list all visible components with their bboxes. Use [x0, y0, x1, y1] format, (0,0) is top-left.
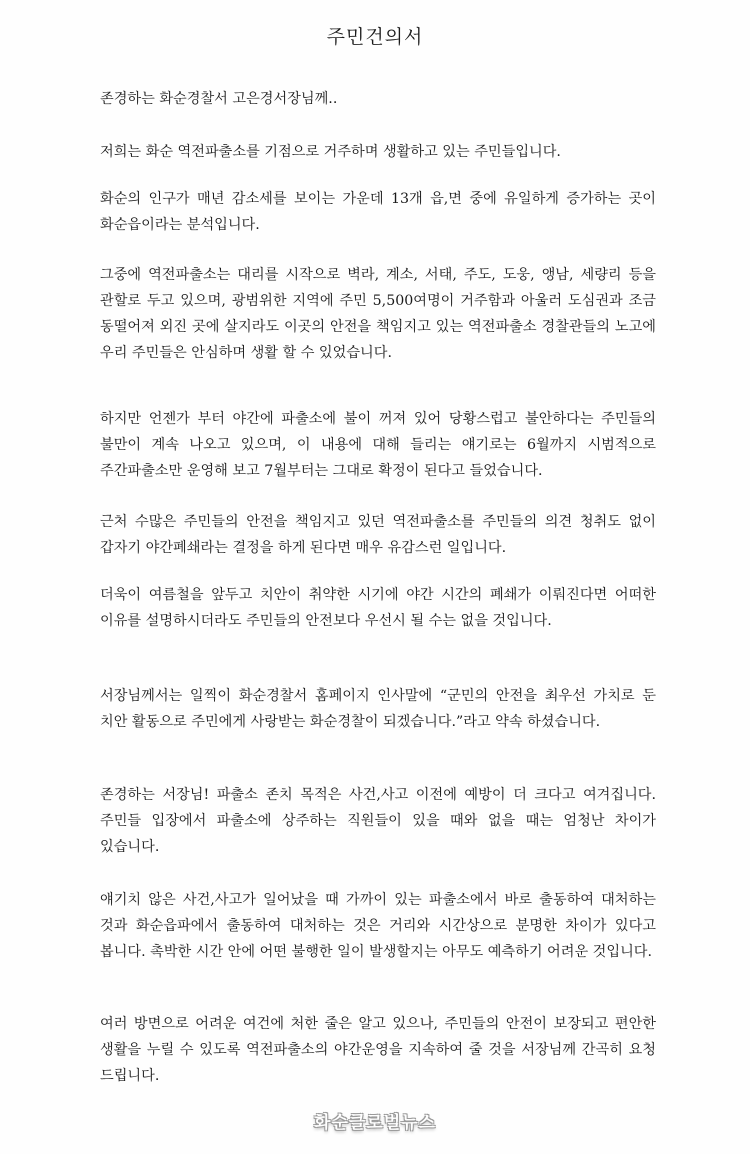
body-paragraph: 얘기치 않은 사건,사고가 일어났을 때 가까이 있는 파출소에서 바로 출동하여 대처하는 것과 화순읍파에서 출동하여 대처하는 것은 거리와 시간상으로 분명한 차이가 있다고 봅니다. 촉박한 시간 안에 어떤 불행한 일이 발생할지는 아무도 예측하기 어려운 것입니다.: [100, 892, 656, 960]
body-paragraph: 존경하는 서장님! 파출소 존치 목적은 사건,사고 이전에 예방이 더 크다고 여겨집니다. 주민들 입장에서 파출소에 상주하는 직원들이 있을 때와 없을 때는 엄청난 차이가 있습니다.: [100, 787, 656, 855]
body-paragraph: 하지만 언젠가 부터 야간에 파출소에 불이 꺼져 있어 당황스럽고 불안하다는 주민들의 불만이 계속 나오고 있으며, 이 내용에 대해 들리는 얘기로는 6월까지 시범적으로 주간파출소만 운영해 보고 7월부터는 그대로 확정이 된다고 들었습니다.: [100, 411, 656, 479]
closing-paragraph: 여러 방면으로 어려운 여건에 처한 줄은 알고 있으나, 주민들의 안전이 보장되고 편안한 생활을 누릴 수 있도록 역전파출소의 야간운영을 지속하여 줄 것을 서장님께 간곡히 요청 드립니다.: [100, 1016, 656, 1084]
body-paragraph: 화순의 인구가 매년 감소세를 보이는 가운데 13개 읍,면 중에 유일하게 증가하는 곳이 화순읍이라는 분석입니다.: [100, 191, 656, 233]
greeting-paragraph: 존경하는 화순경찰서 고은경서장님께..: [100, 91, 338, 107]
news-watermark: 화순클로벌뉴스: [314, 1113, 436, 1133]
body-paragraph: 더욱이 여름철을 앞두고 치안이 취약한 시기에 야간 시간의 폐쇄가 이뤄진다면 어떠한 이유를 설명하시더라도 주민들의 안전보다 우선시 될 수는 없을 것입니다.: [100, 587, 656, 629]
body-paragraph: 서장님께서는 일찍이 화순경찰서 홈페이지 인사말에 “군민의 안전을 최우선 가치로 둔 치안 활동으로 주민에게 사랑받는 화순경찰이 되겠습니다.”라고 약속 하셨습니다.: [100, 688, 656, 730]
body-paragraph: 그중에 역전파출소는 대리를 시작으로 벽라, 계소, 서태, 주도, 도웅, 앵남, 세량리 등을 관할로 두고 있으며, 광범위한 지역에 주민 5,500여명이 거주함과 아울러 도심권과 조금 동떨어져 외진 곳에 살지라도 이곳의 안전을 책임지고 있는 역전파출소 경찰관들의 노고에 우리 주민들은 안심하며 생활 할 수 있었습니다.: [100, 267, 656, 361]
document-title: 주민건의서: [326, 26, 424, 48]
body-paragraph: 근처 수많은 주민들의 안전을 책임지고 있던 역전파출소를 주민들의 의견 청취도 없이 갑자기 야간폐쇄라는 결정을 하게 된다면 매우 유감스런 일입니다.: [100, 514, 656, 556]
body-paragraph: 저희는 화순 역전파출소를 기점으로 거주하며 생활하고 있는 주민들입니다.: [100, 144, 561, 160]
